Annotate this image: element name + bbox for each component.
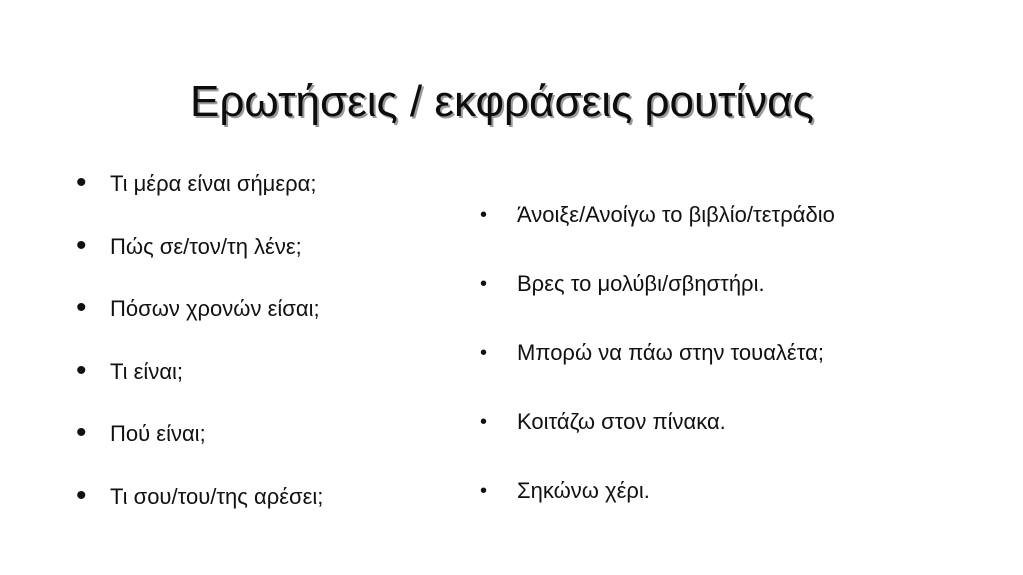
list-item-text: Κοιτάζω στον πίνακα. xyxy=(517,409,726,434)
bullet-icon: • xyxy=(480,273,488,295)
bullet-icon: • xyxy=(76,166,87,199)
list-item-text: Τι μέρα είναι σήμερα; xyxy=(110,171,317,196)
list-item-text: Τι σου/του/της αρέσει; xyxy=(110,483,324,509)
bullet-icon: • xyxy=(76,353,87,387)
list-item-text: Σηκώνω χέρι. xyxy=(517,478,650,503)
bullet-icon: • xyxy=(76,478,87,512)
bullet-icon: • xyxy=(76,291,87,324)
bullet-icon: • xyxy=(480,342,488,364)
list-item xyxy=(76,478,324,546)
list-item-text: Πού είναι; xyxy=(110,421,206,446)
questions-list xyxy=(76,166,324,545)
list-item-text: Βρες το μολύβι/σβηστήρι. xyxy=(517,271,765,296)
bullet-icon: • xyxy=(76,416,87,449)
bullet-icon: • xyxy=(480,480,488,502)
list-item-text: Πόσων χρονών είσαι; xyxy=(110,296,320,321)
list-item xyxy=(480,201,835,270)
list-item-text: Μπορώ να πάω στην τουαλέτα; xyxy=(517,340,824,365)
list-item xyxy=(480,408,835,477)
list-item xyxy=(76,291,323,358)
slide-title: Ερωτήσεις / εκφράσεις ρουτίνας xyxy=(190,77,814,126)
list-item xyxy=(76,416,323,483)
list-item-text: Τι είναι; xyxy=(110,358,184,384)
bullet-icon: • xyxy=(480,204,488,226)
list-item xyxy=(76,228,323,296)
bullet-icon: • xyxy=(480,411,488,433)
list-item xyxy=(480,270,835,339)
list-item xyxy=(76,353,323,421)
list-item-text: Πώς σε/τον/τη λένε; xyxy=(110,233,302,259)
list-item xyxy=(480,339,835,408)
list-item xyxy=(76,166,323,233)
list-item-text: Άνοιξε/Ανοίγω το βιβλίο/τετράδιο xyxy=(517,202,835,227)
list-item xyxy=(480,477,835,546)
bullet-icon: • xyxy=(76,228,87,262)
expressions-list xyxy=(480,201,835,546)
